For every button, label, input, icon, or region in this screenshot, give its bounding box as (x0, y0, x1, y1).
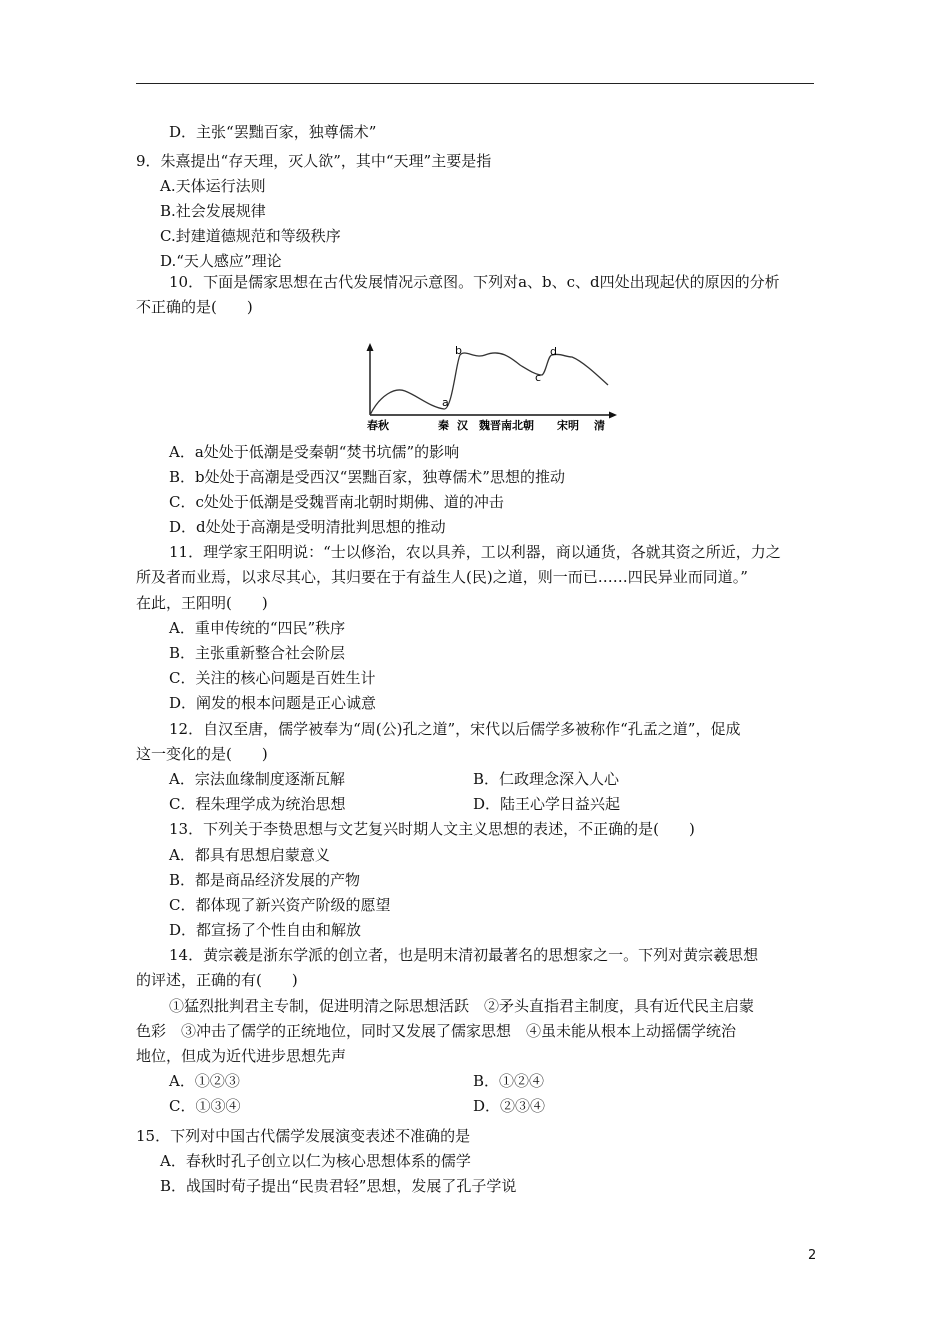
q9-option-c: C.封建道德规范和等级秩序 (160, 227, 341, 245)
q14-option-b: B．①②④ (473, 1072, 545, 1090)
chart-curve (370, 353, 608, 415)
q14-items-line2: 色彩 ③冲击了儒学的正统地位，同时又发展了儒家思想 ④虽未能从根本上动摇儒学统治 (136, 1022, 737, 1040)
q12-option-a: A．宗法血缘制度逐渐瓦解 (169, 770, 345, 788)
chart-tick-label-weijin: 魏晋南北朝 (479, 419, 534, 432)
chart-tick-label-qing: 清 (594, 419, 605, 432)
q13-option-d: D．都宣扬了个性自由和解放 (169, 921, 362, 939)
chart-tick-label-qin: 秦 (438, 419, 449, 432)
confucianism-development-chart (360, 335, 622, 435)
q13-option-a: A．都具有思想启蒙意义 (169, 846, 330, 864)
q12-option-c: C．程朱理学成为统治思想 (169, 795, 346, 813)
chart-tick-label-chunqiu: 春秋 (367, 419, 389, 432)
q9-option-a: A.天体运行法则 (160, 177, 266, 195)
q13-stem: 13．下列关于李贽思想与文艺复兴时期人文主义思想的表述，不正确的是( ) (169, 820, 695, 838)
q10-stem-line1: 10．下面是儒家思想在古代发展情况示意图。下列对a、b、c、d四处出现起伏的原因的分析 (169, 273, 780, 291)
q10-stem-line2: 不正确的是( ) (136, 298, 253, 316)
q15-option-b: B．战国时荀子提出“民贵君轻”思想，发展了孔子学说 (160, 1177, 517, 1195)
q9-option-b: B.社会发展规律 (160, 202, 266, 220)
q14-items-line3: 地位，但成为近代进步思想先声 (136, 1047, 347, 1065)
q11-option-d: D．阐发的根本问题是正心诚意 (169, 694, 377, 712)
chart-x-axis-arrow (609, 412, 617, 419)
q11-option-a: A．重申传统的“四民”秩序 (169, 619, 346, 637)
q12-option-d: D．陆王心学日益兴起 (473, 795, 621, 813)
q10-option-c: C．c处处于低潮是受魏晋南北朝时期佛、道的冲击 (169, 493, 504, 511)
q10-option-a: A．a处处于低潮是受秦朝“焚书坑儒”的影响 (169, 443, 460, 461)
q14-option-d: D．②③④ (473, 1097, 546, 1115)
chart-point-label-a: a (442, 396, 449, 409)
q11-option-c: C．关注的核心问题是百姓生计 (169, 669, 376, 687)
q11-stem-line2: 所及者而业焉，以求尽其心，其归要在于有益生人(民)之道，则一而已……四民异业而同道。” (136, 568, 748, 586)
q12-option-b: B．仁政理念深入人心 (473, 770, 620, 788)
q13-option-b: B．都是商品经济发展的产物 (169, 871, 361, 889)
page-number: 2 (808, 1248, 817, 1263)
q11-option-b: B．主张重新整合社会阶层 (169, 644, 346, 662)
q14-option-a: A．①②③ (169, 1072, 240, 1090)
q10-option-b: B．b处处于高潮是受西汉“罢黜百家，独尊儒术”思想的推动 (169, 468, 565, 486)
q14-stem-line1: 14．黄宗羲是浙东学派的创立者，也是明末清初最著名的思想家之一。下列对黄宗羲思想 (169, 946, 759, 964)
q9-stem: 9．朱熹提出“存天理，灭人欲”，其中“天理”主要是指 (136, 152, 492, 170)
header-rule (136, 83, 814, 84)
chart-point-label-c: c (535, 371, 542, 384)
q14-option-c: C．①③④ (169, 1097, 241, 1115)
chart-point-label-d: d (550, 345, 557, 358)
q13-option-c: C．都体现了新兴资产阶级的愿望 (169, 896, 391, 914)
chart-tick-label-songming: 宋明 (557, 419, 579, 432)
q14-stem-line2: 的评述，正确的有( ) (136, 971, 298, 989)
q12-stem-line2: 这一变化的是( ) (136, 745, 268, 763)
q9-option-d: D.“天人感应”理论 (160, 252, 282, 270)
q11-stem-line3: 在此，王阳明( ) (136, 594, 268, 612)
q8-option-d: D．主张“罢黜百家，独尊儒术” (169, 123, 377, 141)
q10-option-d: D．d处处于高潮是受明清批判思想的推动 (169, 518, 446, 536)
chart-tick-label-han: 汉 (457, 419, 468, 432)
q15-option-a: A．春秋时孔子创立以仁为核心思想体系的儒学 (160, 1152, 471, 1170)
q12-stem-line1: 12．自汉至唐，儒学被奉为“周(公)孔之道”，宋代以后儒学多被称作“孔孟之道”，促成 (169, 720, 741, 738)
chart-y-axis-arrow (367, 343, 374, 351)
chart-point-label-b: b (455, 344, 462, 357)
q11-stem-line1: 11．理学家王阳明说：“士以修治，农以具养，工以利器，商以通货，各就其资之所近，力之 (169, 543, 781, 561)
q14-items-line1: ①猛烈批判君主专制，促进明清之际思想活跃 ②矛头直指君主制度，具有近代民主启蒙 (169, 997, 755, 1015)
q15-stem: 15．下列对中国古代儒学发展演变表述不准确的是 (136, 1127, 471, 1145)
